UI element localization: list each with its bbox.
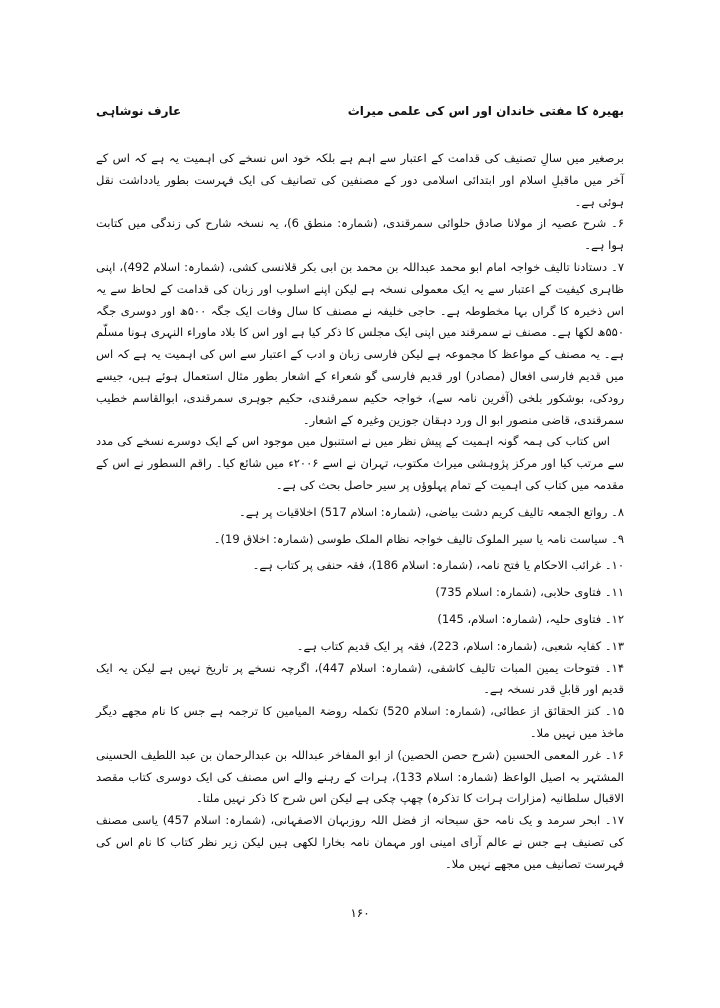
list-item: ۱۲۔ فتاوی حلیہ، (شمارہ: اسلام، 145) bbox=[437, 611, 624, 626]
paragraph: ۷۔ دستادنا تالیف خواجہ امام ابو محمد عبداللہ بن محمد بن ابی بکر قلانسی کشی، (شمارہ: اسلام 492)، اپنی ظاہری کیفیت کے اعتبار سے یہ ایک معمولی نسخہ ہے لیکن اپنے اسلوب اور زبان کی قدامت کے لحاظ سے یہ اس ذخیرہ کا گراں بہا مخطوطہ ہے۔ حاجی خلیفہ نے مصنف کا سال وفات ایک جگہ ۵۰۰ھ اور دوسری جگہ ۵۵۰ھ لکھا ہے۔ مصنف نے سمرقند میں اپنی ایک مجلس کا ذکر کیا ہے اور اس کا بلاد ماوراء النہری ہونا مسلّم ہے۔ یہ مصنف کے مواعظ کا مجموعہ ہے لیکن فارسی زبان و ادب کے اعتبار سے اس کی اہمیت یہ ہے کہ اس میں قدیم فارسی افعال (مصادر) اور قدیم فارسی گو شعراء کے اشعار بطور مثال استعمال ہوئے ہیں، جیسے رودکی، بوشکور بلخی (آفرین نامہ سے)، خواجہ حکیم سمرقندی، حکیم جوہری سمرقندی، ابوالقاسم خطیب سمرقندی، قاضی منصور ابو ال ورد دہقان جوزین وغیرہ کے اشعار۔ bbox=[96, 259, 624, 427]
list-item: ۱۳۔ کفایہ شعبی، (شمارہ: اسلام، 223)، فقہ پر ایک قدیم کتاب ہے۔ bbox=[296, 638, 624, 653]
list-item: ۹۔ سیاست نامہ یا سیر الملوک تالیف خواجہ نظام الملک طوسی (شمارہ: اخلاق 19)۔ bbox=[213, 531, 624, 546]
paragraph: اس کتاب کی ہمہ گونہ اہمیت کے پیش نظر میں نے استنبول میں موجود اس کے ایک دوسرے نسخے کی مدد سے مرتب کیا اور مرکز پژوہشی میراث مکتوب، تہران نے اسے ۲۰۰۶ء میں شائع کیا۔ راقم السطور نے اس کے مقدمہ میں کتاب کی اہمیت کے تمام پہلوؤں پر سیر حاصل بحث کی ہے۔ bbox=[96, 434, 625, 492]
list-item: ۱۴۔ فتوحات یمین المبات تالیف کاشفی، (شمارہ: اسلام 447)، اگرچہ نسخے پر تاریخ نہیں ہے لیکن یہ ایک قدیم اور قابلِ قدر نسخہ ہے۔ bbox=[96, 660, 624, 697]
list-item: ۱۰۔ غرائب الاحکام یا فتح نامہ، (شمارہ: اسلام 186)، فقہ حنفی پر کتاب ہے۔ bbox=[252, 558, 624, 573]
list-item: ۱۶۔ غرر المعمی الحسین (شرح حصن الحصین) از ابو المفاخر عبداللہ بن عبدالرحمان بن عبد اللطیف الحسینی المشتہر بہ اصیل الواعظ (شمارہ: اسلام 133)، ہرات کے رہنے والے اس مصنف کی ایک دوسری کتاب مقصد الاقبال سلطانیہ (مزارات ہرات کا تذکرہ) چھپ چکی ہے لیکن اس شرح کا ذکر نہیں ملتا۔ bbox=[96, 747, 625, 806]
list-item: ۱۷۔ ابحر سرمد و یک نامہ حق سبحانہ از فضل اللہ روزبہان الاصفہانی، (شمارہ: اسلام 457) یاسی مصنف کی تصنیف ہے جس نے عالم آرای امینی اور مہمان نامہ بخارا لکھی ہیں لیکن زیر نظر کتاب کا نام اس کی فہرست تصانیف میں مجھے نہیں ملا۔ bbox=[96, 813, 624, 871]
list-item: ۱۱۔ فتاوی حلابی، (شمارہ: اسلام 735) bbox=[435, 585, 624, 600]
page-number: ۱۶۰ bbox=[350, 906, 370, 920]
running-header bbox=[96, 104, 624, 124]
paragraph: ۶۔ شرح عصیہ از مولانا صادق حلوائی سمرقندی، (شمارہ: منطق 6)، یہ نسخہ شارح کی زندگی میں کتابت ہوا ہے۔ bbox=[96, 216, 625, 253]
body-text bbox=[96, 148, 624, 876]
list-item: ۸۔ رواتع الجمعہ تالیف کریم دشت بیاضی، (شمارہ: اسلام 517) اخلاقیات پر ہے۔ bbox=[239, 504, 624, 519]
list-item: ۱۵۔ کنز الحقائق از عطائی، (شمارہ: اسلام 520) تکملہ روضۃ المیامین کا ترجمہ ہے جس کا نام مجھے دیگر ماخذ میں نہیں ملا۔ bbox=[96, 704, 624, 740]
header-title: بھیرہ کا مفتی خاندان اور اس کی علمی میراث bbox=[347, 104, 624, 118]
header-author: عارف نوشاہی bbox=[96, 104, 182, 118]
paragraph: برصغیر میں سالِ تصنیف کی قدامت کے اعتبار سے اہم ہے بلکہ خود اس نسخے کی اہمیت یہ ہے کہ اس کے آخر میں ماقبلِ اسلام اور ابتدائی اسلامی دور کے مصنفین کی تصانیف کی ایک فہرست بطور یادداشت نقل ہوئی ہے۔ bbox=[96, 151, 624, 209]
